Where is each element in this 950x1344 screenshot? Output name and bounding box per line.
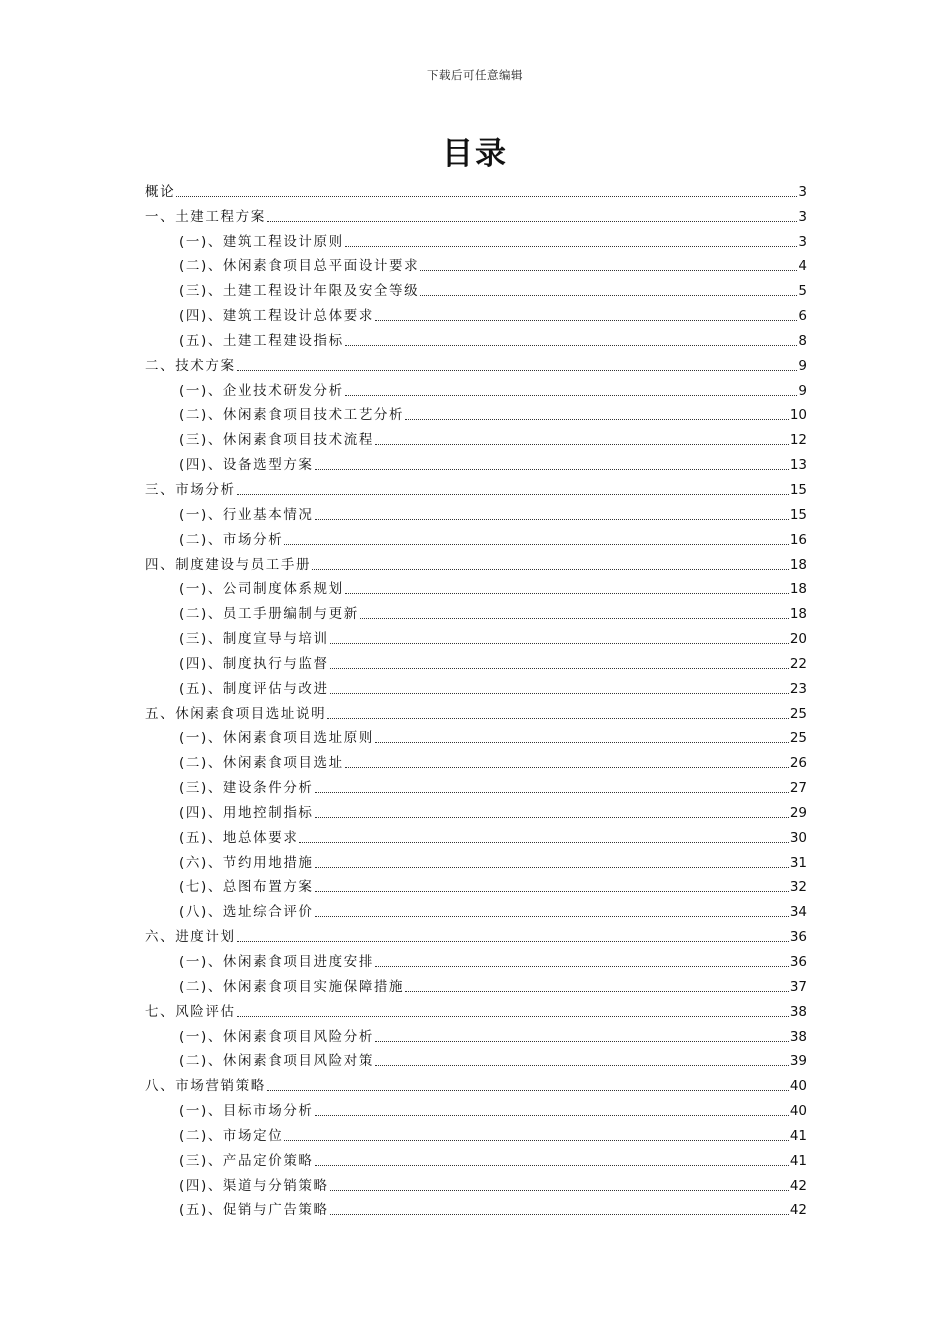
toc-subentry[interactable] bbox=[145, 498, 807, 523]
dot-leader bbox=[360, 617, 789, 619]
page-header: 下载后可任意编辑 bbox=[427, 68, 523, 82]
toc-entry-label: (二)、休闲素食项目技术工艺分析 bbox=[179, 407, 405, 424]
dot-leader bbox=[237, 369, 798, 371]
toc-entry-page-number: 15 bbox=[789, 481, 807, 498]
toc-entry[interactable] bbox=[145, 175, 807, 200]
toc-entry-page-number: 23 bbox=[789, 680, 807, 697]
toc-entry-page-number: 13 bbox=[789, 457, 807, 474]
toc-entry-label: (一)、目标市场分析 bbox=[179, 1103, 314, 1120]
toc-entry-page-number: 9 bbox=[798, 382, 807, 399]
toc-entry-label: 六、进度计划 bbox=[145, 929, 236, 946]
dot-leader bbox=[330, 692, 789, 694]
toc-entry-page-number: 29 bbox=[789, 804, 807, 821]
dot-leader bbox=[330, 667, 789, 669]
toc-entry-page-number: 18 bbox=[789, 606, 807, 623]
toc-title: 目录 bbox=[442, 136, 508, 172]
toc-entry-label: (二)、休闲素食项目风险对策 bbox=[179, 1053, 374, 1070]
toc-entry-label: (三)、土建工程设计年限及安全等级 bbox=[179, 283, 420, 300]
dot-leader bbox=[420, 294, 797, 296]
toc-subentry[interactable] bbox=[145, 895, 807, 920]
toc-entry-label: (一)、企业技术研发分析 bbox=[179, 382, 344, 399]
toc-entry[interactable] bbox=[145, 995, 807, 1020]
toc-entry-page-number: 10 bbox=[789, 407, 807, 424]
dot-leader bbox=[315, 915, 789, 917]
toc-entry-label: (四)、建筑工程设计总体要求 bbox=[179, 308, 374, 325]
toc-entry-label: 概论 bbox=[145, 183, 176, 200]
toc-entry-page-number: 40 bbox=[789, 1103, 807, 1120]
toc-entry-label: 二、技术方案 bbox=[145, 357, 236, 374]
dot-leader bbox=[375, 1040, 789, 1042]
toc-subentry[interactable] bbox=[145, 672, 807, 697]
toc-entry-label: (五)、地总体要求 bbox=[179, 829, 299, 846]
toc-entry-page-number: 9 bbox=[798, 357, 807, 374]
toc-entry-label: 四、制度建设与员工手册 bbox=[145, 556, 312, 573]
toc-entry-page-number: 3 bbox=[798, 208, 807, 225]
toc-subentry[interactable] bbox=[145, 423, 807, 448]
dot-leader bbox=[267, 220, 798, 222]
toc-subentry[interactable] bbox=[145, 597, 807, 622]
toc-entry-label: (三)、建设条件分析 bbox=[179, 780, 314, 797]
dot-leader bbox=[345, 344, 798, 346]
dot-leader bbox=[420, 269, 797, 271]
toc-entry-label: (二)、市场定位 bbox=[179, 1127, 284, 1144]
toc-entry-page-number: 3 bbox=[798, 233, 807, 250]
dot-leader bbox=[375, 965, 789, 967]
toc-entry-page-number: 38 bbox=[789, 1028, 807, 1045]
toc-entry-label: (一)、休闲素食项目选址原则 bbox=[179, 730, 374, 747]
toc-subentry[interactable] bbox=[145, 1119, 807, 1144]
toc-subentry[interactable] bbox=[145, 622, 807, 647]
toc-entry-page-number: 22 bbox=[789, 655, 807, 672]
dot-leader bbox=[405, 418, 789, 420]
toc-entry-label: 三、市场分析 bbox=[145, 481, 236, 498]
toc-entry-page-number: 38 bbox=[789, 1003, 807, 1020]
dot-leader bbox=[327, 717, 789, 719]
toc-subentry[interactable] bbox=[145, 1045, 807, 1070]
toc-entry-page-number: 12 bbox=[789, 432, 807, 449]
toc-list bbox=[145, 175, 807, 1218]
toc-entry-page-number: 36 bbox=[789, 929, 807, 946]
toc-subentry[interactable] bbox=[145, 225, 807, 250]
toc-subentry[interactable] bbox=[145, 647, 807, 672]
toc-entry-page-number: 34 bbox=[789, 904, 807, 921]
toc-entry-page-number: 41 bbox=[789, 1152, 807, 1169]
toc-entry-page-number: 42 bbox=[789, 1202, 807, 1219]
toc-entry-page-number: 32 bbox=[789, 879, 807, 896]
dot-leader bbox=[315, 1164, 789, 1166]
toc-subentry[interactable] bbox=[145, 796, 807, 821]
toc-entry-label: (五)、促销与广告策略 bbox=[179, 1202, 329, 1219]
dot-leader bbox=[299, 841, 788, 843]
dot-leader bbox=[315, 816, 789, 818]
toc-entry-label: (一)、休闲素食项目风险分析 bbox=[179, 1028, 374, 1045]
toc-entry-page-number: 18 bbox=[789, 581, 807, 598]
toc-subentry[interactable] bbox=[145, 573, 807, 598]
toc-entry-page-number: 4 bbox=[798, 258, 807, 275]
dot-leader bbox=[267, 1089, 789, 1091]
toc-entry-label: (二)、市场分析 bbox=[179, 531, 284, 548]
toc-entry-page-number: 30 bbox=[789, 829, 807, 846]
toc-entry-page-number: 6 bbox=[798, 308, 807, 325]
toc-subentry[interactable] bbox=[145, 523, 807, 548]
dot-leader bbox=[284, 1139, 788, 1141]
dot-leader bbox=[330, 642, 789, 644]
toc-subentry[interactable] bbox=[145, 1194, 807, 1219]
toc-entry-label: (二)、员工手册编制与更新 bbox=[179, 606, 359, 623]
toc-entry-label: 七、风险评估 bbox=[145, 1003, 236, 1020]
dot-leader bbox=[330, 1189, 789, 1191]
toc-entry-page-number: 36 bbox=[789, 954, 807, 970]
toc-entry-page-number: 3 bbox=[798, 183, 807, 200]
toc-entry-page-number: 37 bbox=[789, 978, 807, 995]
dot-leader bbox=[375, 741, 789, 743]
toc-subentry[interactable] bbox=[145, 945, 807, 970]
dot-leader bbox=[237, 493, 789, 495]
toc-subentry[interactable] bbox=[145, 324, 807, 349]
toc-entry-page-number: 39 bbox=[789, 1053, 807, 1070]
toc-entry-label: (七)、总图布置方案 bbox=[179, 879, 314, 896]
toc-entry-label: (四)、制度执行与监督 bbox=[179, 655, 329, 672]
toc-subentry[interactable] bbox=[145, 374, 807, 399]
toc-subentry[interactable] bbox=[145, 250, 807, 275]
toc-entry-label: (二)、休闲素食项目实施保障措施 bbox=[179, 978, 405, 995]
dot-leader bbox=[315, 866, 789, 868]
toc-subentry[interactable] bbox=[145, 1144, 807, 1169]
dot-leader bbox=[345, 592, 789, 594]
toc-entry-page-number: 16 bbox=[789, 531, 807, 548]
toc-subentry[interactable] bbox=[145, 1094, 807, 1119]
dot-leader bbox=[345, 766, 789, 768]
dot-leader bbox=[375, 319, 797, 321]
toc-subentry[interactable] bbox=[145, 299, 807, 324]
toc-entry-label: (三)、制度宣导与培训 bbox=[179, 631, 329, 648]
toc-entry-page-number: 40 bbox=[789, 1078, 807, 1095]
toc-entry[interactable] bbox=[145, 349, 807, 374]
toc-entry-label: (二)、休闲素食项目选址 bbox=[179, 755, 344, 772]
toc-entry-page-number: 26 bbox=[789, 755, 807, 772]
toc-entry-label: (一)、行业基本情况 bbox=[179, 506, 314, 523]
toc-subentry[interactable] bbox=[145, 448, 807, 473]
dot-leader bbox=[330, 1213, 789, 1215]
toc-entry-label: (四)、设备选型方案 bbox=[179, 457, 314, 474]
dot-leader bbox=[315, 1114, 789, 1116]
toc-entry-label: (一)、公司制度体系规划 bbox=[179, 581, 344, 598]
toc-entry-label: (五)、制度评估与改进 bbox=[179, 680, 329, 697]
toc-entry[interactable] bbox=[145, 473, 807, 498]
toc-entry[interactable] bbox=[145, 548, 807, 573]
dot-leader bbox=[284, 543, 788, 545]
toc-entry-page-number: 20 bbox=[789, 631, 807, 648]
dot-leader bbox=[345, 245, 798, 247]
toc-entry-label: (三)、产品定价策略 bbox=[179, 1152, 314, 1169]
toc-entry-label: (一)、休闲素食项目进度安排 bbox=[179, 954, 374, 970]
toc-subentry[interactable] bbox=[145, 871, 807, 896]
toc-entry-page-number: 31 bbox=[789, 854, 807, 871]
dot-leader bbox=[176, 195, 797, 197]
toc-subentry[interactable] bbox=[145, 746, 807, 771]
toc-entry-label: 八、市场营销策略 bbox=[145, 1078, 266, 1095]
toc-entry-label: (六)、节约用地措施 bbox=[179, 854, 314, 871]
toc-entry-label: (四)、渠道与分销策略 bbox=[179, 1177, 329, 1194]
toc-subentry[interactable] bbox=[145, 399, 807, 424]
toc-entry-label: (二)、休闲素食项目总平面设计要求 bbox=[179, 258, 420, 275]
toc-entry-label: (一)、建筑工程设计原则 bbox=[179, 233, 344, 250]
dot-leader bbox=[375, 1064, 789, 1066]
toc-subentry[interactable] bbox=[145, 274, 807, 299]
toc-entry-page-number: 5 bbox=[798, 283, 807, 300]
toc-entry-page-number: 27 bbox=[789, 780, 807, 797]
toc-entry-page-number: 41 bbox=[789, 1127, 807, 1144]
toc-subentry[interactable] bbox=[145, 771, 807, 796]
toc-entry-label: (三)、休闲素食项目技术流程 bbox=[179, 432, 374, 449]
toc-subentry[interactable] bbox=[145, 821, 807, 846]
toc-subentry[interactable] bbox=[145, 846, 807, 871]
toc-entry-label: (四)、用地控制指标 bbox=[179, 804, 314, 821]
toc-entry-label: 五、休闲素食项目选址说明 bbox=[145, 705, 327, 722]
toc-entry-page-number: 42 bbox=[789, 1177, 807, 1194]
toc-entry-page-number: 8 bbox=[798, 332, 807, 349]
toc-entry-page-number: 18 bbox=[789, 556, 807, 573]
dot-leader bbox=[405, 990, 789, 992]
toc-entry-label: (八)、选址综合评价 bbox=[179, 904, 314, 921]
toc-entry[interactable] bbox=[145, 200, 807, 225]
dot-leader bbox=[315, 468, 789, 470]
toc-entry-label: 一、土建工程方案 bbox=[145, 208, 266, 225]
toc-entry[interactable] bbox=[145, 920, 807, 945]
toc-entry-label: (五)、土建工程建设指标 bbox=[179, 332, 344, 349]
dot-leader bbox=[315, 518, 789, 520]
toc-entry-page-number: 25 bbox=[789, 730, 807, 747]
toc-entry-page-number: 15 bbox=[789, 506, 807, 523]
dot-leader bbox=[315, 791, 789, 793]
toc-entry[interactable] bbox=[145, 697, 807, 722]
toc-subentry[interactable] bbox=[145, 970, 807, 995]
toc-entry-page-number: 25 bbox=[789, 705, 807, 722]
toc-entry[interactable] bbox=[145, 1069, 807, 1094]
toc-subentry[interactable] bbox=[145, 1169, 807, 1194]
dot-leader bbox=[237, 940, 789, 942]
toc-subentry[interactable] bbox=[145, 1020, 807, 1045]
dot-leader bbox=[312, 568, 789, 570]
toc-subentry[interactable] bbox=[145, 722, 807, 747]
dot-leader bbox=[237, 1015, 789, 1017]
dot-leader bbox=[345, 394, 798, 396]
dot-leader bbox=[315, 890, 789, 892]
dot-leader bbox=[375, 443, 789, 445]
